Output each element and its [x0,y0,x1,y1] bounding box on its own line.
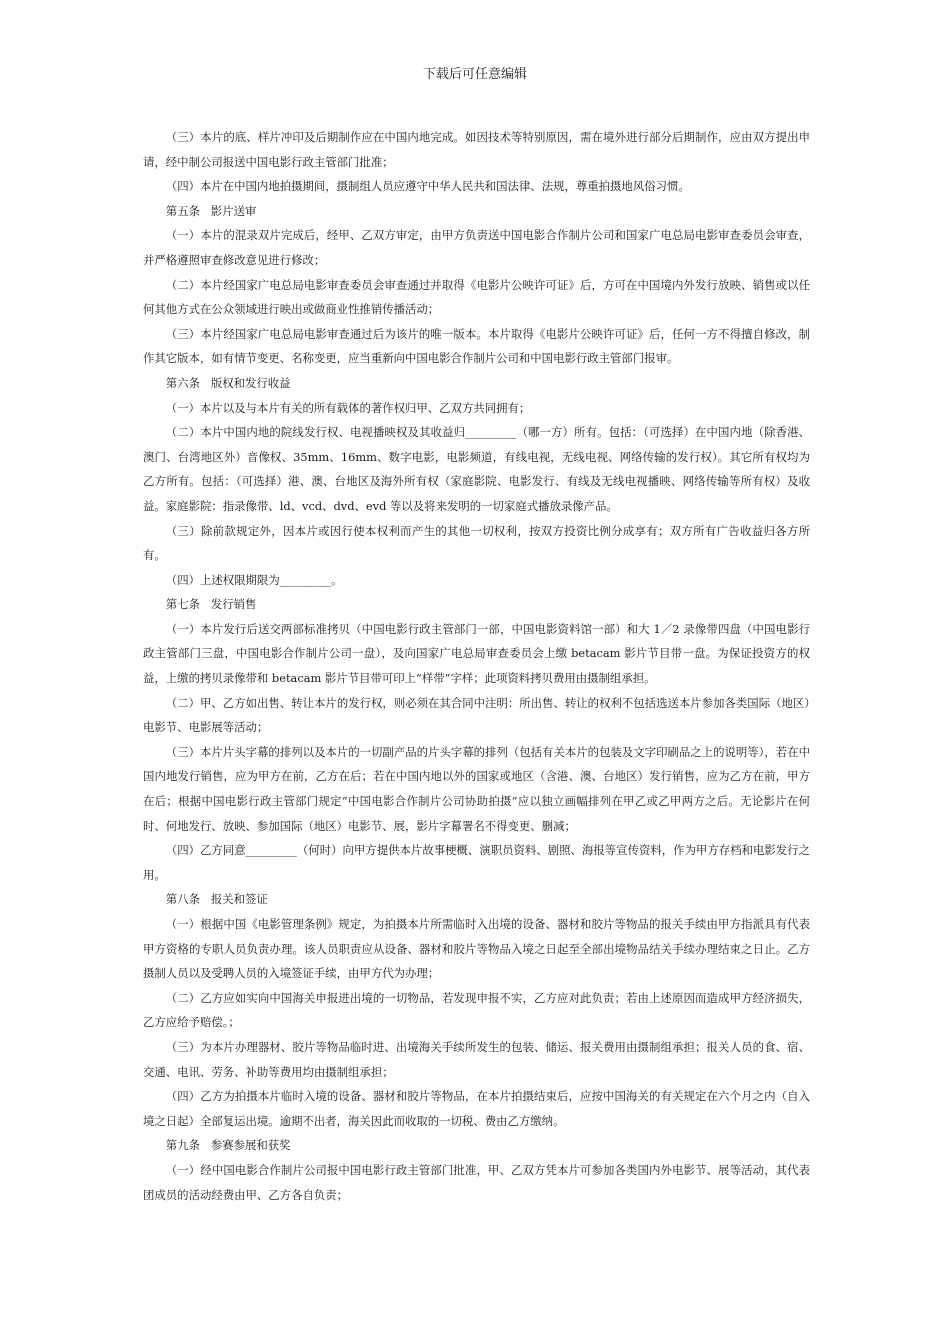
paragraph: （三）本片片头字幕的排列以及本片的一切副产品的片头字幕的排列（包括有关本片的包装及文字印刷品之上的说明等），若在中国内地发行销售，应为甲方在前，乙方在后；若在中国内地以外的国家或地区（含港、澳、台地区）发行销售，应为乙方在前，甲方在后；根据中国电影行政主管部门规定“中国电影合作制片公司协助拍摄”应以独立画幅排列在甲乙或乙甲两方之后。无论影片在何时、何地发行、放映、参加国际（地区）电影节、展，影片字幕署名不得变更、删减； [143,744,810,833]
paragraph: （二）甲、乙方如出售、转让本片的发行权，则必须在其合同中注明：所出售、转让的权利不包括选送本片参加各类国际（地区）电影节、电影展等活动； [143,695,810,735]
paragraph: （二）本片中国内地的院线发行权、电视播映权及其收益归_________（哪一方）所有。包括：（可选择）在中国内地（除香港、澳门、台湾地区外）音像权、35mm、16mm、数字电影，电影频道，有线电视，无线电视、网络传输的发行权）。其它所有权均为乙方所有。包括：（可选择）港、澳、台地区及海外所有权（家庭影院、电影发行、有线及无线电视播映、网络传输等所有权）及收益。家庭影院：指录像带、ld、vcd、dvd、evd 等以及将来发明的一切家庭式播放录像产品。 [143,425,810,513]
paragraph: （一）本片的混录双片完成后，经甲、乙双方审定，由甲方负责送中国电影合作制片公司和国家广电总局电影审查委员会审查，并严格遵照审查修改意见进行修改； [143,228,810,267]
paragraph: （四）上述权限期限为_________。 [165,572,343,587]
paragraph: （三）本片的底、样片冲印及后期制作应在中国内地完成。如因技术等特别原因，需在境外进行部分后期制作，应由双方提出申请，经中制公司报送中国电影行政主管部门批准； [143,130,810,169]
paragraph: （三）除前款规定外，因本片或因行使本权利而产生的其他一切权利，按双方投资比例分成享有；双方所有广告收益归各方所有。 [143,523,810,563]
document-body [143,125,810,1207]
paragraph: （四）乙方同意_________（何时）向甲方提供本片故事梗概、演职员资料、剧照、海报等宣传资料，作为甲方存档和电影发行之用。 [143,843,810,882]
paragraph: （三）为本片办理器材、胶片等物品临时进、出境海关手续所发生的包装、储运、报关费用由摄制组承担；报关人员的食、宿、交通、电讯、劳务、补助等费用均由摄制组承担； [143,1039,810,1079]
section-heading: 第六条 版权和发行收益 [165,375,291,390]
paragraph: （二）乙方应如实向中国海关申报进出境的一切物品，若发现申报不实，乙方应对此负责；若由上述原因而造成甲方经济损失，乙方应给予赔偿。； [143,990,810,1030]
paragraph: （二）本片经国家广电总局电影审查委员会审查通过并取得《电影片公映许可证》后，方可在中国境内外发行放映、销售或以任何其他方式在公众领域进行映出或做商业性推销传播活动； [143,277,810,317]
section-heading: 第七条 发行销售 [165,597,257,612]
section-heading: 第八条 报关和签证 [165,892,268,907]
section-heading: 第九条 参赛参展和获奖 [165,1138,291,1153]
paragraph: （一）经中国电影合作制片公司报中国电影行政主管部门批准，甲、乙双方凭本片可参加各类国内外电影节、展等活动，其代表团成员的活动经费由甲、乙方各自负责； [143,1162,810,1202]
paragraph: （三）本片经国家广电总局电影审查通过后为该片的唯一版本。本片取得《电影片公映许可证》后，任何一方不得擅自修改，制作其它版本，如有情节变更、名称变更，应当重新向中国电影合作制片公司和中国电影行政主管部门报审。 [143,326,810,366]
paragraph: （四）乙方为拍摄本片临时入境的设备、器材和胶片等物品，在本片拍摄结束后，应按中国海关的有关规定在六个月之内（自入境之日起）全部复运出境。逾期不出者，海关因此而收取的一切税、费由乙方缴纳。 [143,1089,810,1128]
paragraph: （四）本片在中国内地拍摄期间，摄制组人员应遵守中华人民共和国法律、法规，尊重拍摄地风俗习惯。 [165,179,690,194]
paragraph: （一）本片发行后送交两部标准拷贝（中国电影行政主管部门一部，中国电影资料馆一部）和大 1／2 录像带四盘（中国电影行政主管部门三盘，中国电影合作制片公司一盘），及向国家广电总局审查委员会上缴 betacam 影片节目带一盘。为保证投资方的权益，上缴的拷贝录像带和 betacam 影片节目带可印上“样带”字样；此项资料拷贝费用由摄制组承担。 [143,621,810,686]
paragraph: （一）根据中国《电影管理条例》规定，为拍摄本片所需临时入出境的设备、器材和胶片等物品的报关手续由甲方指派具有代表甲方资格的专职人员负责办理。该人员职责应从设备、器材和胶片等物品入境之日起至全部出境物品结关手续办理结束之日止。乙方摄制人员以及受聘人员的入境签证手续，由甲方代为办理； [143,917,810,981]
section-heading: 第五条 影片送审 [165,203,257,218]
page-header: 下载后可任意编辑 [422,67,527,82]
paragraph: （一）本片以及与本片有关的所有载体的著作权归甲、乙双方共同拥有； [165,400,531,415]
